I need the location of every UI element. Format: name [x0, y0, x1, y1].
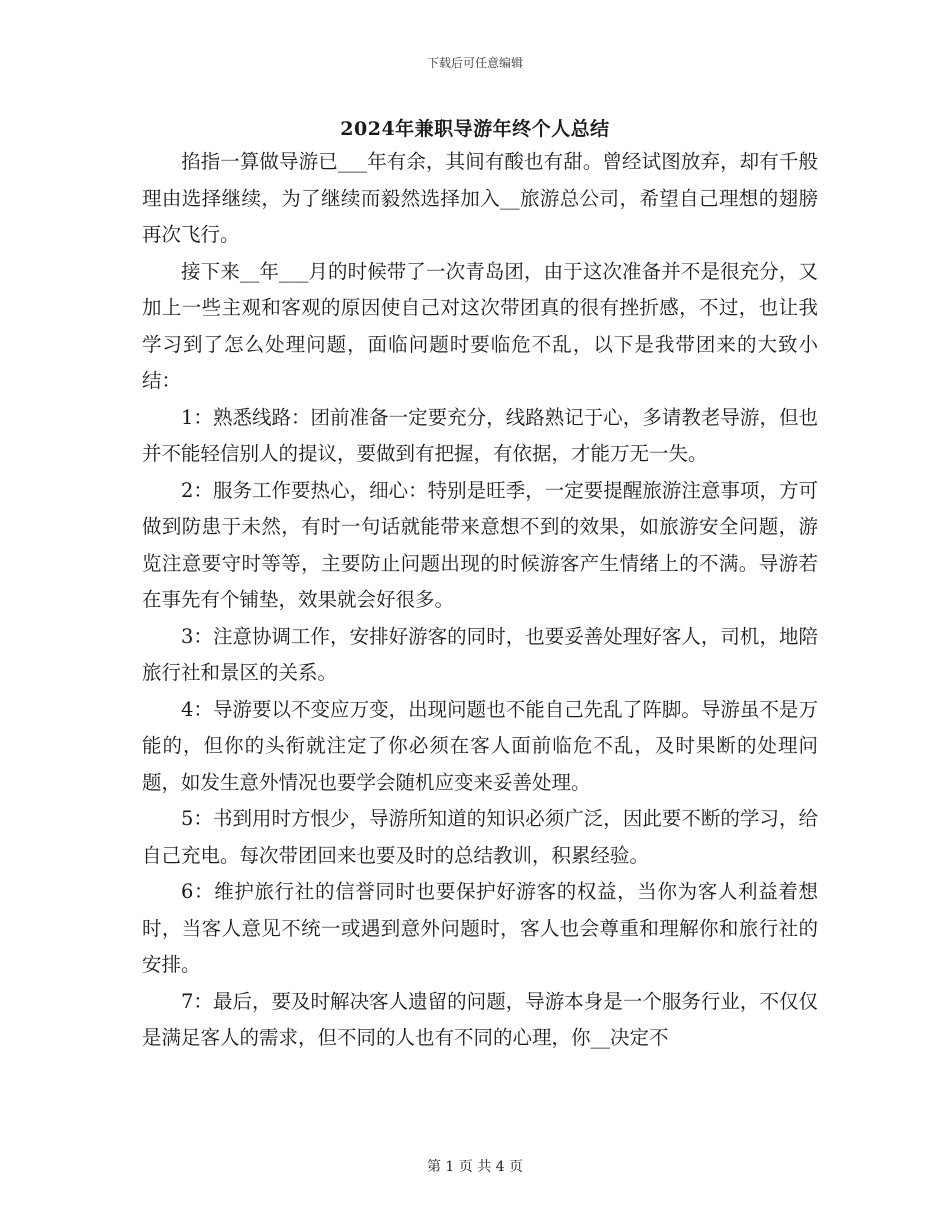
paragraph-item-1: 1：熟悉线路：团前准备一定要充分，线路熟记于心，多请教老导游，但也并不能轻信别人的提议，要做到有把握，有依据，才能万无一失。: [142, 405, 818, 465]
page-number: 第 1 页 共 4 页: [426, 1159, 524, 1175]
paragraph-item-4: 4：导游要以不变应万变，出现问题也不能自己先乱了阵脚。导游虽不是万能的，但你的头衔就注定了你必须在客人面前临危不乱，及时果断的处理问题，如发生意外情况也要学会随机应变来妥善处理。: [142, 697, 818, 794]
paragraph-item-2: 2：服务工作要热心，细心：特别是旺季，一定要提醒旅游注意事项，方可做到防患于未然，有时一句话就能带来意想不到的效果，如旅游安全问题，游览注意要守时等等，主要防止问题出现的时候游客产生情绪上的不满。导游若在事先有个铺垫，效果就会好很多。: [142, 478, 818, 611]
document-title: 2024年兼职导游年终个人总结: [340, 118, 610, 140]
paragraph-item-3: 3：注意协调工作，安排好游客的同时，也要妥善处理好客人，司机，地陪旅行社和景区的关系。: [142, 624, 818, 684]
paragraph-intro: 掐指一算做导游已___年有余，其间有酸也有甜。曾经试图放弃，却有千般理由选择继续，为了继续而毅然选择加入__旅游总公司，希望自己理想的翅膀再次飞行。: [142, 150, 818, 246]
paragraph-qingdao-tour: 接下来__年___月的时候带了一次青岛团，由于这次准备并不是很充分，又加上一些主观和客观的原因使自己对这次带团真的很有挫折感，不过，也让我学习到了怎么处理问题，面临问题时要临危不乱，以下是我带团来的大致小结：: [142, 259, 818, 392]
paragraph-item-5: 5：书到用时方恨少，导游所知道的知识必须广泛，因此要不断的学习，给自己充电。每次带团回来也要及时的总结教训，积累经验。: [142, 807, 818, 867]
document-body: [142, 144, 818, 1057]
paragraph-item-7: 7：最后，要及时解决客人遗留的问题，导游本身是一个服务行业，不仅仅是满足客人的需求，但不同的人也有不同的心理，你__决定不: [142, 989, 818, 1049]
header-note: 下载后可任意编辑: [426, 56, 523, 70]
paragraph-item-6: 6：维护旅行社的信誉同时也要保护好游客的权益，当你为客人利益着想时，当客人意见不统一或遇到意外问题时，客人也会尊重和理解你和旅行社的安排。: [142, 880, 818, 976]
